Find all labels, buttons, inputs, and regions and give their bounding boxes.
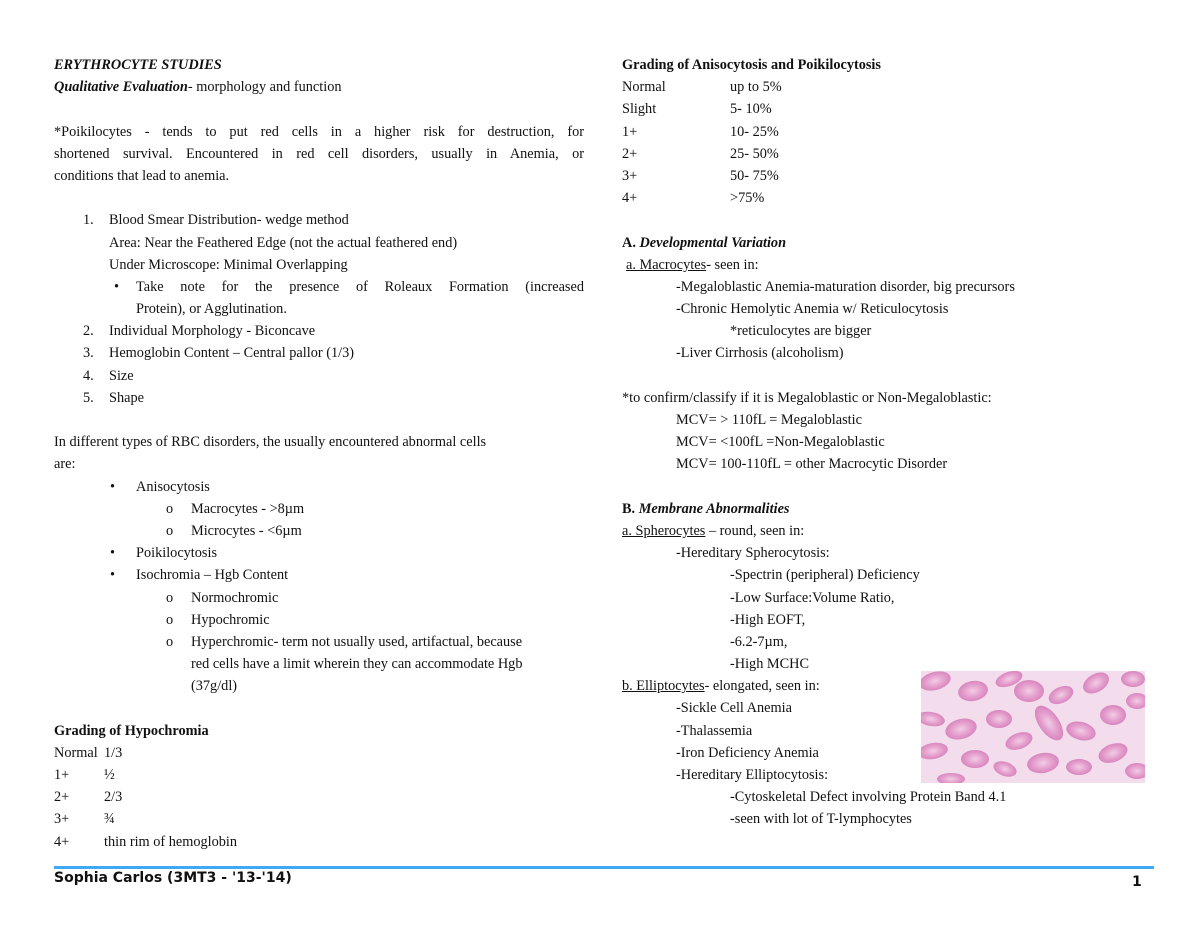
grade-value: thin rim of hemoglobin (104, 833, 238, 850)
grade-row (622, 143, 1154, 165)
bullet-glyph: • (110, 545, 116, 562)
grade-value: ¾ (104, 811, 115, 828)
grade-row (54, 831, 584, 853)
poik-line: shortened survival. Encountered in red cell disorders, usually in Anemia, or (54, 145, 584, 162)
grade-row (54, 808, 584, 830)
list-text: Individual Morphology - Biconcave (109, 323, 316, 340)
left-column (54, 54, 584, 853)
list-text: Blood Smear Distribution- wedge method (109, 212, 349, 229)
poikilocytes-paragraph (54, 121, 584, 188)
list-item (54, 564, 584, 586)
note-bullet-block (54, 276, 584, 320)
list-item: -Hereditary Elliptocytosis: (676, 767, 829, 783)
list-text: Hemoglobin Content – Central pallor (1/3) (109, 345, 354, 362)
grade-key: 4+ (622, 190, 638, 207)
list-item: -Hereditary Spherocytosis: (676, 545, 830, 562)
rbc-cell (956, 679, 989, 704)
list-number: 1. (83, 212, 94, 229)
rbc-cell (1026, 750, 1061, 775)
grade-key: 3+ (622, 167, 638, 184)
rbc-cell (986, 710, 1012, 728)
list-item: -6.2-7µm, (730, 633, 788, 650)
list-text: Hyperchromic- term not usually used, artifactual, because (191, 633, 523, 650)
qualitative-heading: Qualitative Evaluation (54, 79, 188, 96)
grade-key: 1+ (622, 123, 638, 140)
list-item: -Thalassemia (676, 722, 753, 739)
list-number: 5. (83, 389, 94, 406)
list-item (54, 232, 584, 254)
mcv-line: MCV= 100-110fL = other Macrocytic Disorder (676, 456, 948, 473)
page-number: 1 (1132, 874, 1142, 890)
rbc-cell (937, 773, 965, 783)
list-item: -High MCHC (730, 656, 810, 673)
list-item (54, 520, 584, 542)
list-item: -Sickle Cell Anemia (676, 700, 792, 717)
list-item: *reticulocytes are bigger (730, 323, 872, 340)
grade-value: 2/3 (104, 789, 123, 806)
note-line: Take note for the presence of Roleaux Formation (increased (136, 278, 584, 295)
qualitative-line (54, 76, 584, 98)
qualitative-rest: - morphology and function (187, 79, 342, 96)
blood-smear-svg (921, 671, 1145, 783)
grade-row (622, 121, 1154, 143)
list-item: -Megaloblastic Anemia-maturation disorder, big precursors (676, 278, 1015, 295)
sub-bullet-glyph: o (166, 522, 174, 539)
list-text: Microcytes - <6µm (191, 522, 302, 539)
rbc-cell (1014, 680, 1044, 702)
list-item: -High EOFT, (730, 611, 806, 628)
list-text: Normochromic (191, 589, 279, 606)
abnormal-intro: are: (54, 456, 76, 473)
list-item: -Liver Cirrhosis (alcoholism) (676, 345, 844, 362)
list-item (54, 320, 584, 342)
rbc-cell (921, 671, 953, 694)
grade-value: 25- 50% (730, 145, 779, 162)
list-text: Hypochromic (191, 611, 270, 628)
grade-value: 50- 75% (730, 167, 779, 184)
section-title: Developmental Variation (639, 234, 787, 251)
grade-value: up to 5% (730, 79, 782, 96)
list-text: Anisocytosis (136, 478, 210, 495)
list-item (54, 254, 584, 276)
list-item-cont: red cells have a limit wherein they can accommodate Hgb (191, 656, 523, 673)
mcv-line: MCV= > 110fL = Megaloblastic (676, 412, 862, 428)
rbc-cell (1003, 729, 1035, 754)
rbc-cell (1029, 701, 1068, 745)
sub-bullet-glyph: o (166, 633, 174, 650)
grade-key: 2+ (622, 145, 638, 162)
grade-key: 3+ (54, 811, 70, 828)
blood-smear-image (921, 671, 1145, 783)
sub-bullet-glyph: o (166, 611, 174, 628)
rbc-cell (1079, 671, 1112, 698)
grade-row (54, 742, 584, 764)
spherocytes-label: a. Spherocytes (622, 522, 706, 539)
list-item (54, 498, 584, 520)
bullet-glyph: • (110, 478, 116, 495)
list-item (54, 387, 584, 409)
grade-row (622, 165, 1154, 187)
grade-row (54, 764, 584, 786)
grade-value: 5- 10% (730, 101, 772, 118)
list-item: -Chronic Hemolytic Anemia w/ Reticulocytosis (676, 301, 949, 318)
grade-key: Normal (54, 744, 98, 761)
rbc-cell (1046, 682, 1076, 707)
rbc-cell (943, 715, 979, 743)
section-title: Membrane Abnormalities (638, 500, 790, 517)
elliptocytes-rest: - elongated, seen in: (704, 678, 820, 695)
list-text: Under Microscope: Minimal Overlapping (109, 256, 348, 273)
list-item: -Cytoskeletal Defect involving Protein Band 4.1 (730, 789, 1007, 806)
mcv-line: MCV= <100fL =Non-Megaloblastic (676, 434, 885, 451)
grade-key: Normal (622, 79, 666, 96)
macrocytes-rest: - seen in: (706, 256, 759, 273)
spherocytes-line (622, 520, 1154, 542)
section-prefix: B. (622, 500, 639, 517)
grade-key: 4+ (54, 833, 70, 850)
poik-line: *Poikilocytes - tends to put red cells in a higher risk for destruction, for (54, 123, 584, 140)
grade-value: ½ (104, 767, 115, 783)
grade-row (622, 76, 1154, 98)
list-item: -seen with lot of T-lymphocytes (730, 811, 912, 828)
list-item (54, 631, 584, 653)
rbc-cell (1121, 671, 1145, 687)
section-prefix: A. (622, 234, 640, 251)
note-line: Protein), or Agglutination. (136, 301, 287, 318)
grade-key: Slight (622, 101, 657, 118)
list-text: Poikilocytosis (136, 545, 218, 562)
list-item: -Spectrin (peripheral) Deficiency (730, 567, 920, 584)
list-item (54, 587, 584, 609)
bullet-glyph: • (114, 278, 120, 295)
aniso-grading-heading: Grading of Anisocytosis and Poikilocytosis (622, 57, 881, 73)
page-title: ERYTHROCYTE STUDIES (54, 57, 222, 73)
grade-value: 10- 25% (730, 123, 779, 140)
hypochromia-heading: Grading of Hypochromia (54, 722, 209, 739)
grade-value: >75% (730, 190, 765, 207)
rbc-cell (1100, 705, 1126, 725)
footer-author: Sophia Carlos (3MT3 - '13-'14) (54, 870, 292, 886)
rbc-cell (991, 758, 1018, 779)
grade-row (54, 786, 584, 808)
footer-rule (54, 866, 1154, 869)
list-item: -Low Surface:Volume Ratio, (730, 589, 895, 606)
grade-key: 1+ (54, 767, 70, 783)
rbc-cell (1066, 759, 1092, 775)
list-item (54, 342, 584, 364)
spherocytes-rest: – round, seen in: (705, 522, 805, 539)
rbc-cell (921, 710, 946, 729)
elliptocytes-label: b. Elliptocytes (622, 678, 705, 695)
rbc-cell (1125, 763, 1145, 779)
sub-bullet-glyph: o (166, 589, 174, 606)
rbc-cell (1126, 693, 1145, 709)
macrocytes-line (622, 254, 1154, 276)
list-text: Shape (109, 389, 144, 406)
list-item (54, 542, 584, 564)
rbc-cell (1064, 718, 1098, 743)
list-item (54, 365, 584, 387)
rbc-cell (1096, 739, 1130, 766)
list-item (54, 476, 584, 498)
list-text: Macrocytes - >8µm (191, 500, 305, 517)
rbc-cell (921, 741, 949, 762)
list-text: Size (109, 367, 134, 384)
section-b-heading (622, 498, 1154, 520)
bullet-glyph: • (110, 567, 116, 584)
list-item (54, 609, 584, 631)
list-item: -Iron Deficiency Anemia (676, 744, 819, 761)
confirm-line: *to confirm/classify if it is Megaloblastic or Non-Megaloblastic: (622, 389, 992, 406)
poik-line: conditions that lead to anemia. (54, 167, 230, 184)
list-number: 4. (83, 367, 94, 384)
list-item (54, 209, 584, 231)
list-item-cont: (37g/dl) (191, 678, 238, 695)
list-number: 2. (83, 323, 94, 340)
grade-value: 1/3 (104, 744, 123, 761)
rbc-cell (961, 750, 989, 768)
list-text: Area: Near the Feathered Edge (not the actual feathered end) (109, 234, 458, 251)
list-number: 3. (83, 345, 94, 362)
list-text: Isochromia – Hgb Content (136, 567, 289, 584)
macrocytes-label: a. Macrocytes (626, 256, 707, 273)
sub-bullet-glyph: o (166, 500, 174, 517)
grade-row (622, 187, 1154, 209)
grade-key: 2+ (54, 789, 70, 806)
section-a-heading (622, 232, 1154, 254)
abnormal-intro: In different types of RBC disorders, the usually encountered abnormal cells (54, 434, 487, 451)
grade-row (622, 98, 1154, 120)
